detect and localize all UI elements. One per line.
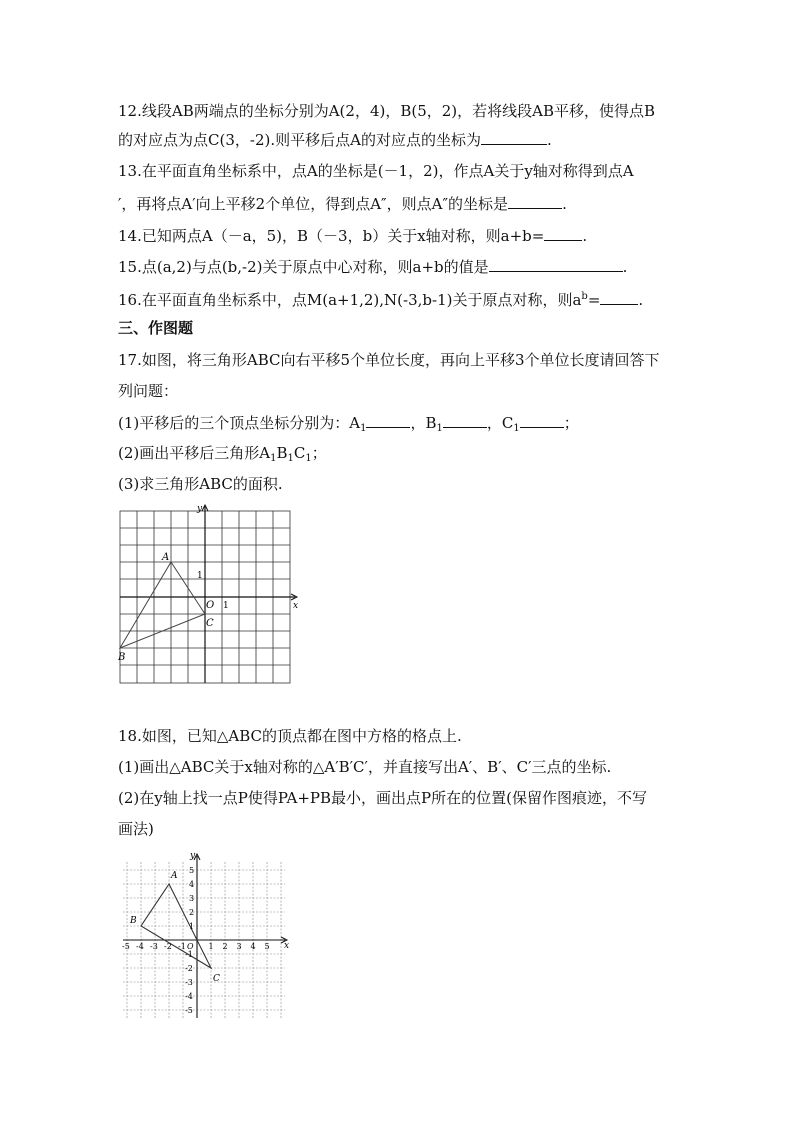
q13-text: ′，再将点A′向上平移2个单位，得到点A″，则点A″的坐标是 [118, 195, 509, 213]
q17-part2 [118, 443, 327, 469]
subscript: 1 [513, 423, 520, 434]
x-tick-label: -1 [178, 942, 186, 951]
q17-part1-text: (1)平移后的三个顶点坐标分别为：A [118, 414, 361, 432]
q18-grid-figure [115, 850, 295, 1026]
y-tick-label: -3 [185, 978, 193, 987]
point-b-label: B [130, 916, 137, 926]
q17-c-label: ，C [486, 414, 514, 432]
x-tick-label: -2 [164, 942, 172, 951]
origin-label: O [187, 942, 194, 951]
x-tick-label: 5 [264, 942, 270, 951]
q18-line2: (1)画出△ABC关于x轴对称的△A′B′C′，并直接写出A′、B′、C′三点的坐标. [118, 758, 612, 776]
q13-answer-blank[interactable] [508, 193, 562, 209]
q17-part3: (3)求三角形ABC的面积. [118, 475, 283, 493]
q14-text: 14.已知两点A（－a，5)，B（－3，b）关于x轴对称，则a+b= [118, 227, 545, 245]
y-axis-label: y [197, 504, 203, 514]
y-tick-label: 4 [189, 880, 195, 889]
q17-part2-text: (2)画出平移后三角形A [118, 444, 271, 462]
q17-line2: 列问题： [118, 382, 179, 400]
subscript: 1 [287, 453, 294, 464]
subscript: 1 [270, 453, 277, 464]
q13-period: . [562, 195, 567, 213]
triangle-abc [120, 562, 205, 648]
q15-period: . [622, 258, 628, 276]
y-tick-label: -1 [185, 950, 193, 959]
subscript: 1 [305, 453, 312, 464]
origin-label: O [206, 600, 215, 611]
point-a-label: A [162, 552, 170, 563]
q17-part1 [118, 412, 579, 439]
q16-answer-blank[interactable] [600, 289, 638, 305]
x-tick-label: 1 [208, 942, 214, 951]
q16-equals: = [587, 291, 601, 309]
q14-answer-blank[interactable] [544, 225, 582, 241]
q12-line2 [118, 129, 552, 150]
q16-text: 16.在平面直角坐标系中，点M(a+1,2),N(-3,b-1)关于原点对称，则a [118, 291, 582, 309]
x-unit-label: 1 [223, 601, 229, 611]
q15-answer-blank[interactable] [489, 256, 623, 272]
subscript: 1 [360, 423, 367, 434]
q17-b-label: ，B [410, 414, 437, 432]
q18-line1: 18.如图，已知△ABC的顶点都在图中方格的格点上. [118, 727, 462, 745]
q16-superscript: b [581, 291, 588, 302]
q12-answer-blank[interactable] [481, 129, 547, 145]
q12-text: 的对应点为点C(3，-2).则平移后点A的对应点的坐标为 [118, 131, 481, 149]
q18-line3: (2)在y轴上找一点P使得PA+PB最小，画出点P所在的位置(保留作图痕迹，不写 [118, 789, 647, 807]
q16-line [118, 287, 643, 310]
y-tick-label: -5 [185, 1006, 193, 1015]
q17-line1: 17.如图，将三角形ABC向右平移5个单位长度，再向上平移3个单位长度请回答下 [118, 351, 660, 369]
y-axis-label: y [190, 851, 196, 861]
x-tick-label: -4 [136, 942, 144, 951]
y-tick-label: 5 [189, 866, 195, 875]
point-b-label: B [118, 652, 126, 663]
point-a-label: A [171, 871, 178, 881]
q15-text: 15.点(a,2)与点(b,-2)关于原点中心对称，则a+b的值是 [118, 258, 489, 276]
y-tick-label: -2 [185, 964, 193, 973]
q13-line2 [118, 193, 567, 214]
point-c-label: C [206, 618, 214, 629]
point-c-label: C [213, 974, 220, 984]
q17-semicolon: ； [563, 414, 579, 432]
x-axis-label: x [293, 601, 299, 611]
q14-line [118, 225, 587, 246]
y-tick-label: 1 [189, 922, 195, 931]
section-heading: 三、作图题 [118, 319, 194, 337]
q17-grid-figure [115, 502, 305, 688]
x-axis-label: x [284, 941, 290, 951]
q17-c1-blank[interactable] [520, 412, 564, 428]
q16-period: . [638, 291, 644, 309]
q17-part2-semicolon: ； [311, 444, 327, 462]
q12-line1: 12.线段AB两端点的坐标分别为A(2，4)，B(5，2)，若将线段AB平移，使得点B [118, 102, 656, 120]
x-tick-label: -5 [122, 942, 130, 951]
x-tick-label: -3 [150, 942, 158, 951]
y-tick-label: 3 [189, 894, 195, 903]
x-tick-label: 4 [250, 942, 256, 951]
q17-b1-blank[interactable] [443, 412, 487, 428]
q18-line4: 画法) [118, 820, 154, 838]
y-unit-label: 1 [197, 571, 203, 581]
q12-period: . [546, 131, 552, 149]
x-tick-label: 2 [222, 942, 228, 951]
q15-line [118, 256, 627, 277]
q14-period: . [582, 227, 588, 245]
x-tick-label: 3 [236, 942, 242, 951]
q17-part2-b: B [276, 444, 288, 462]
q17-part2-c: C [293, 444, 306, 462]
subscript: 1 [436, 423, 443, 434]
q17-a1-blank[interactable] [366, 412, 410, 428]
q13-line1: 13.在平面直角坐标系中，点A的坐标是(－1，2)，作点A关于y轴对称得到点A [118, 162, 634, 180]
y-tick-label: -4 [185, 992, 193, 1001]
y-tick-label: 2 [189, 908, 195, 917]
